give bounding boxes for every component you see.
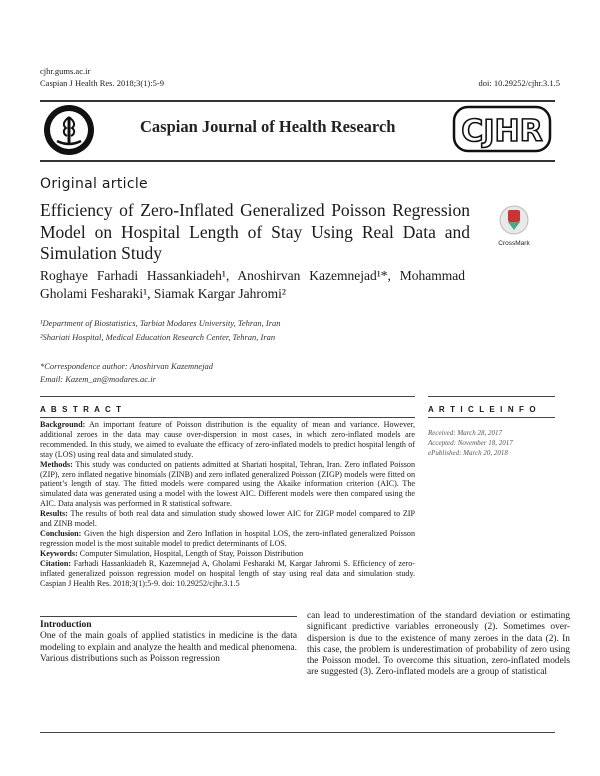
author-list: Roghaye Farhadi Hassankiadeh¹, Anoshirvan Kazemnejad¹*, Mohammad Gholami Fesharaki¹, Siamak Kargar Jahromi² (40, 268, 465, 301)
article-info-dates (428, 428, 513, 458)
article-title: Efficiency of Zero-Inflated Generalized Poisson Regression Model on Hospital Length of Stay Using Real Data and Simulation Study (40, 200, 470, 263)
correspondence: *Correspondence author: Anoshirvan Kazemnejad (40, 361, 214, 371)
article-type: Original article (40, 176, 148, 192)
epublished-date: ePublished: March 20, 2018 (428, 449, 508, 457)
abstract-rule-top (40, 396, 415, 397)
email[interactable]: Email: Kazem_an@modares.ac.ir (40, 374, 156, 384)
site-url[interactable]: cjhr.gums.ac.ir (40, 66, 91, 76)
intro-text: One of the main goals of applied statistics in medicine is the data modeling to explain and analyze the health and medical phenomena. Various distributions such as Poisson regression (40, 631, 297, 664)
university-logo-icon (42, 103, 96, 162)
affiliation-1: ¹Department of Biostatistics, Tarbiat Modares University, Tehran, Iran (40, 318, 281, 328)
abstract-background: Background: An important feature of Poisson distribution is the equality of mean and variance. However, additional zeroes in the data may cause over-dispersion in most cases, in which zero-inflated models are recommended. In this study, we aimed to evaluate the efficacy of zero-inflated models to predict hospital length of stay (LOS) using real data and simulated study. (40, 420, 415, 459)
info-rule (428, 417, 555, 418)
accepted-date: Accepted: November 18, 2017 (428, 439, 513, 447)
abstract-keywords: Keywords: Computer Simulation, Hospital, Length of Stay, Poisson Distribution (40, 548, 304, 558)
intro-rule (40, 616, 297, 617)
crossmark-badge[interactable] (494, 204, 534, 247)
cjhr-logo-icon (452, 105, 552, 153)
crossmark-label: CrossMark (498, 240, 530, 247)
abstract-citation: Citation: Farhadi Hassankiadeh R, Kazemnejad A, Gholami Fesharaki M, Kargar Jahromi S. Efficiency of zero-inflated generalized poisson regression model on hospital length of stay using real data and simulation study. Caspian J Health Res. 2018;3(1):5-9. doi: 10.29252/cjhr.3.1.5 (40, 558, 415, 588)
abstract-body (40, 420, 415, 588)
footer-rule (40, 732, 555, 733)
intro-heading: Introduction (40, 620, 92, 630)
abstract-heading: A B S T R A C T (40, 405, 123, 414)
intro-column (40, 620, 297, 665)
doi[interactable]: doi: 10.29252/cjhr.3.1.5 (478, 78, 560, 88)
journal-title: Caspian Journal of Health Research (140, 117, 396, 136)
received-date: Received: March 28, 2017 (428, 429, 502, 437)
info-rule-top (428, 396, 555, 397)
abstract-results: Results: The results of both real data and simulation study showed lower AIC for ZIGP model compared to ZIP and ZINB model. (40, 509, 415, 529)
journal-citation: Caspian J Health Res. 2018;3(1):5-9 (40, 78, 164, 88)
abstract-rule (40, 417, 415, 418)
cjhr-logo-text: CJHR (461, 114, 543, 149)
crossmark-icon (494, 204, 534, 236)
affiliation-2: ²Shariati Hospital, Medical Education Research Center, Tehran, Iran (40, 332, 276, 342)
abstract-methods: Methods: This study was conducted on patients admitted at Shariati hospital, Tehran, Iran. Zero inflated Poisson (ZIP), zero inflated negative binomials (ZINB) and zero inflated generalized Poisson (ZIGP) models were fitted on patient’s length of stay. The fitted models were compared using the Akaike information criterion (AIC). The simulated data was generated using a model with the lowest AIC. Different models were then compared using the AIC. Data analysis was performed in R statistical software. (40, 459, 415, 509)
article-info-heading: A R T I C L E I N F O (428, 405, 538, 414)
right-column-text: can lead to underestimation of the standard deviation or estimating significant predictive variables erroneously (2). Sometimes over-dispersion is due to the existence of many zeroes in the data (2). In this case, the problem is underestimation of probability of zero using the Poisson model. To overcome this situation, zero-inflated models are suggested (3). Zero-inflated models are a group of statistical (307, 611, 570, 678)
abstract-conclusion: Conclusion: Given the high dispersion and Zero Inflation in hospital LOS, the zero-inflated generalized Poisson regression model is the most suitable model to predict determinants of LOS. (40, 528, 415, 548)
